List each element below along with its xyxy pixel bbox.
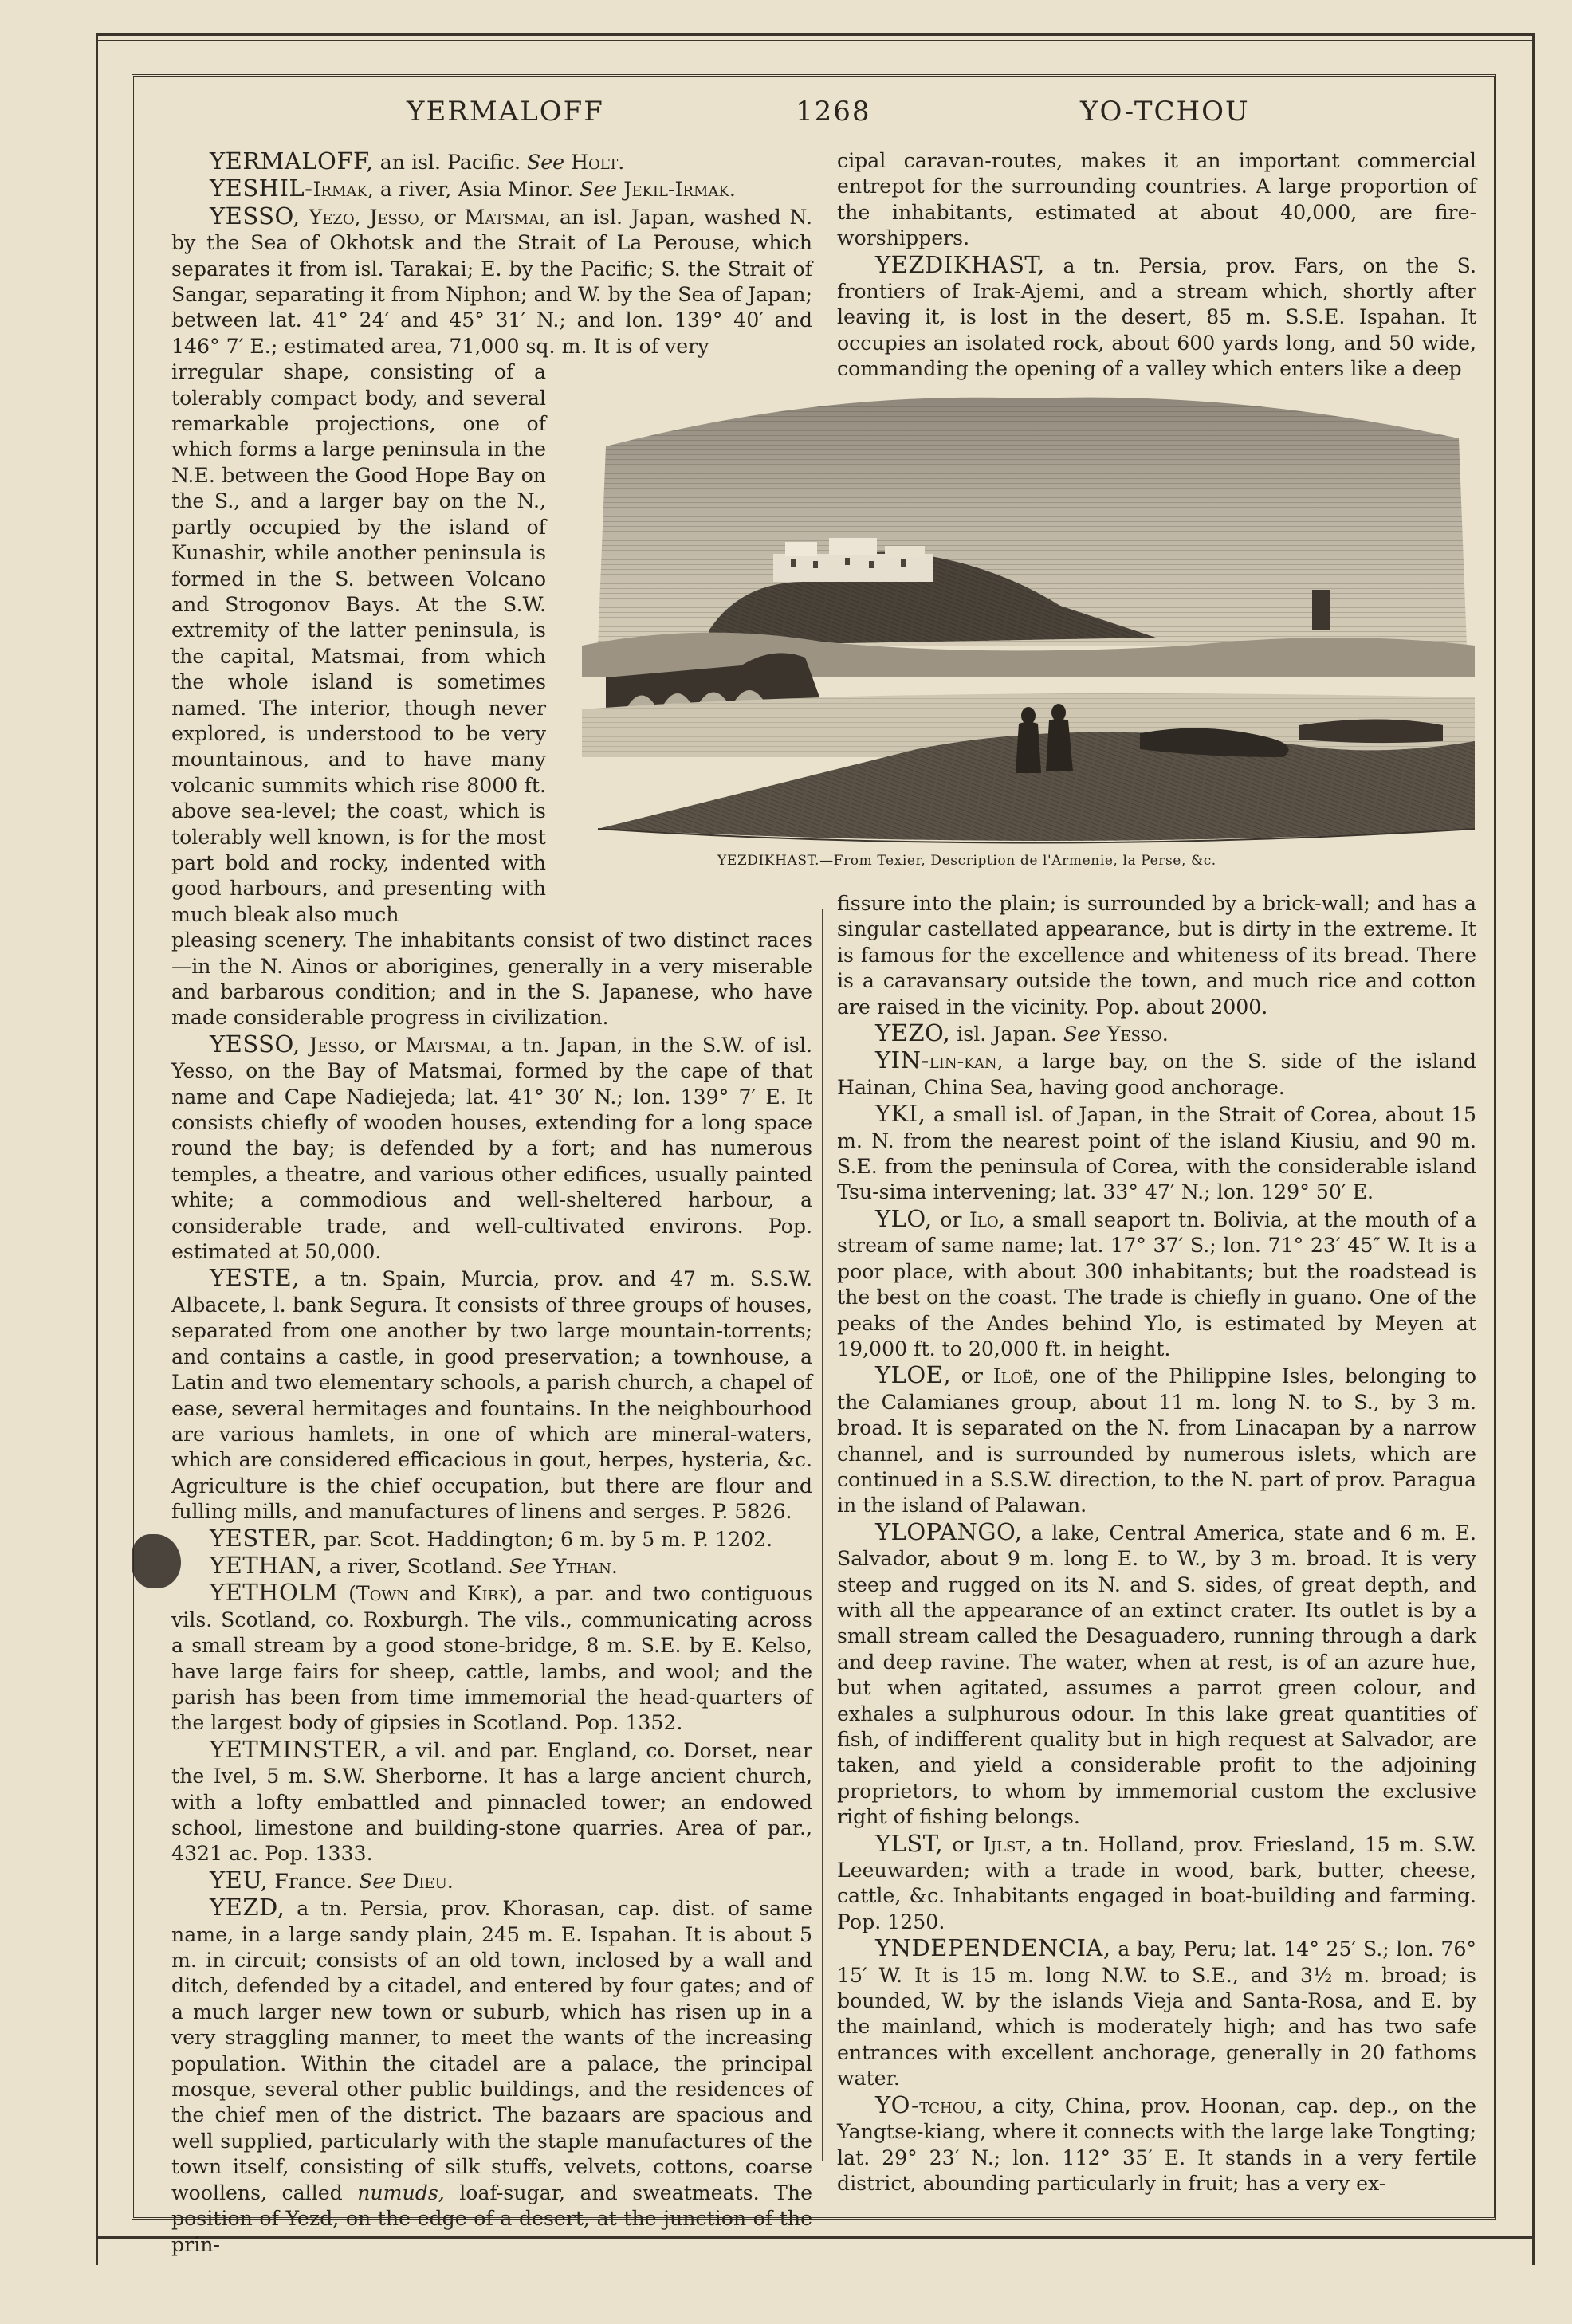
right-column-top xyxy=(837,148,1476,383)
top-rule xyxy=(96,33,1535,36)
entry-yo-tchou: YO-tchou, a city, China, prov. Hoonan, cap. dep., on the Yangtse-kiang, where it connects with the large lake Tongting; lat. 29° 23′ N.; lon. 112° 35′ E. It stands in a very fertile district, abounding particularly in fruit; has a very ex- xyxy=(837,2090,1476,2195)
entry-ylst: YLST, or Ijlst, a tn. Holland, prov. Friesland, 15 m. S.W. Leeuwarden; with a trade in wood, bark, butter, cheese, cattle, &c. Inhabitants engaged in boat-building and farming. Pop. 1250. xyxy=(837,1829,1477,1933)
entry-yezd-continued: cipal caravan-routes, makes it an important commercial entrepot for the surrounding countries. A large proportion of the inhabitants, estimated at about 40,000, are fire-worshippers. xyxy=(837,149,1476,250)
entry-yethan: YETHAN, a river, Scotland. See Ythan. xyxy=(210,1551,618,1579)
figure-caption: YEZDIKHAST.—From Texier, Description de l'Armenie, la Perse, &c. xyxy=(717,853,1216,869)
entry-yesso-island-narrow: irregular shape, consisting of a tolerably compact body, and several remarkable projections, one of which forms a large peninsula in the N.E. between the Good Hope Bay on the S., and a larger bay on the N., partly occupied by the island of Kunashir, while another peninsula is formed in the S. between Volcano and Strogonov Bays. At the S.W. extremity of the latter peninsula, is the capital, Matsmai, from which the whole island is sometimes named. The interior, though never explored, is understood to be very mountainous, and to have many volcanic summits which rise 8000 ft. above sea-level; the coast, which is tolerably well known, is for the most part bold and rocky, indented with good harbours, and presenting with much bleak also much xyxy=(171,360,546,926)
entry-yesso-island: YESSO, Yezo, Jesso, or Matsmai, an isl. Japan, washed N. by the Sea of Okhotsk and the Strait of La Perouse, which separates it from isl. Tarakai; E. by the Pacific; S. the Strait of Sangar, separating it from Niphon; and W. by the Sea of Japan; between lat. 41° 24′ and 45° 31′ N.; and lon. 139° 40′ and 146° 7′ E.; estimated area, 71,000 sq. m. It is of very xyxy=(171,202,812,358)
entry-yloe: YLOE, or Iloë, one of the Philippine Isles, belonging to the Calamianes group, about 11 m. long N. to S., by 3 m. broad. It is separated on the N. from Linacapan by a narrow channel, and is surrounded by numerous islets, which are continued in a S.S.W. direction, to the N. part of prov. Paragua in the island of Palawan. xyxy=(837,1361,1477,1517)
entry-yin-lin-kan: YIN-lin-kan, a large bay, on the S. side of the island Hainan, China Sea, having good anchorage. xyxy=(837,1046,1476,1099)
entry-yetminster: YETMINSTER, a vil. and par. England, co. Dorset, near the Ivel, 5 m. S.W. Sherborne. It has a large ancient church, with a lofty embattled and pinnacled tower; an endowed school, limestone and building-stone quarries. Area of par., 4321 ac. Pop. 1333. xyxy=(171,1735,812,1866)
entry-yesso-town: YESSO, Jesso, or Matsmai, a tn. Japan, in the S.W. of isl. Yesso, on the Bay of Matsmai, formed by the cape of that name and Cape Nadiejeda; lat. 41° 30′ N.; lon. 139° 7′ E. It consists chiefly of wooden houses, extending for a long space round the bay; is defended by a fort; and has numerous temples, a theatre, and various other edifices, usually painted white; a commodious and well-sheltered harbour, a considerable trade, and well-cultivated environs. Pop. estimated at 50,000. xyxy=(171,1030,813,1264)
entry-yndependencia: YNDEPENDENCIA, a bay, Peru; lat. 14° 25′ S.; lon. 76° 15′ W. It is 15 m. long N.W. to S.E., and 3½ m. broad; is bounded, W. by the islands Vieja and Santa-Rosa, and E. by the mainland, which is moderately high; and has two safe entrances with excellent anchorage, generally in 20 fathoms water. xyxy=(837,1934,1476,2090)
entry-yeu: YEU, France. See Dieu. xyxy=(210,1866,454,1894)
entry-yezd: YEZD, a tn. Persia, prov. Khorasan, cap. dist. of same name, in a large sandy plain, 245 m. E. Ispahan. It is about 5 m. in circuit; consists of an old town, inclosed by a wall and ditch, defended by a citadel, and entered by four gates; and of a much larger new town or suburb, which has risen up in a very straggling manner, to meet the wants of the increasing population. Within the citadel are a palace, the principal mosque, several other public buildings, and the residences of the chief men of the district. The bazaars are spacious and well supplied, particularly with the staple manufactures of the town itself, consisting of silk stuffs, velvets, cottons, coarse woollens, called numuds, loaf-sugar, and sweatmeats. The position of Yezd, on the edge of a desert, at the junction of the prin- xyxy=(171,1894,812,2256)
entry-yermaloff: YERMALOFF, an isl. Pacific. See Holt. xyxy=(210,147,625,175)
right-outer-rule xyxy=(1532,33,1535,2265)
page-number: 1268 xyxy=(796,96,871,128)
entry-ylo: YLO, or Ilo, a small seaport tn. Bolivia, at the mouth of a stream of same name; lat. 17° 37′ S.; lon. 71° 23′ 45″ W. It is a poor place, with about 300 inhabitants; but the roadstead is the best on the coast. The trade is chiefly in guano. One of the peaks of the Andes behind Ylo, is estimated by Meyen at 19,000 ft. to 20,000 ft. in height. xyxy=(837,1204,1476,1360)
column-divider xyxy=(822,909,823,2161)
entry-ylopango: YLOPANGO, a lake, Central America, state and 6 m. E. Salvador, about 9 m. long E. to W., by 3 m. broad. It is very steep and rugged on its N. and S. sides, of great depth, and with all the appearance of an extinct crater. Its outlet is by a small stream called the Desaguadero, running through a dark and deep ravine. The water, when at rest, is of an azure hue, but when agitated, assumes a parrot green colour, and exhales a sulphurous odour. In this lake great quantities of fish, of indifferent quality but in high request at Salvador, are taken, and yield a considerable profit to the adjoining proprietors, to whom by immemorial custom the exclusive right of fishing belongs. xyxy=(837,1517,1476,1829)
entry-yesso-island-end: pleasing scenery. The inhabitants consist of two distinct races—in the N. Ainos or aborigines, generally in a very miserable and barbarous condition; and in the S. Japanese, who have made considerable progress in civilization. xyxy=(171,928,812,1030)
right-column-bottom xyxy=(837,891,1476,2196)
entry-yezo: YEZO, isl. Japan. See Yesso. xyxy=(875,1019,1169,1047)
entry-yeshil-irmak: YESHIL-Irmak, a river, Asia Minor. See Jekil-Irmak. xyxy=(210,175,736,202)
running-head-left: YERMALOFF xyxy=(407,96,604,128)
entry-yki: YKI, a small isl. of Japan, in the Strait of Corea, about 15 m. N. from the nearest point of the island Kiusiu, and 90 m. S.E. from the peninsula of Corea, with the considerable island Tsu-sima intervening; lat. 33° 47′ N.; lon. 129° 50′ E. xyxy=(837,1100,1476,1204)
entry-yezdikhast-continued: fissure into the plain; is surrounded by a brick-wall; and has a singular castellated appearance, but is dirty in the extreme. It is famous for the excellence and whiteness of its bread. There is a caravansary outside the town, and much rice and cotton are raised in the vicinity. Pop. about 2000. xyxy=(837,892,1476,1019)
left-outer-rule xyxy=(96,33,98,2265)
entry-yeste: YESTE, a tn. Spain, Murcia, prov. and 47 m. S.S.W. Albacete, l. bank Segura. It consists of three groups of houses, separated from one another by two large mountain-torrents; and contains a castle, in good preservation; a townhouse, a Latin and two elementary schools, a parish church, a chapel of ease, several hermitages and fountains. In the neighbourhood are various hamlets, in one of which are mineral-waters, which are considered efficacious in gout, herpes, hysteria, &c. Agriculture is the chief occupation, but there are flour and fulling mills, and manufactures of linens and serges. P. 5826. xyxy=(171,1264,812,1524)
running-head-right: YO-TCHOU xyxy=(1080,96,1250,128)
left-column xyxy=(171,148,812,2258)
entry-yester: YESTER, par. Scot. Haddington; 6 m. by 5 m. P. 1202. xyxy=(210,1524,773,1552)
entry-yetholm: YETHOLM (Town and Kirk), a par. and two contiguous vils. Scotland, co. Roxburgh. The vils., communicating across a small stream by a good stone-bridge, 8 m. S.E. by E. Kelso, have large fairs for sheep, cattle, lambs, and wool; and the parish has been from time immemorial the head-quarters of the largest body of gipsies in Scotland. Pop. 1352. xyxy=(171,1579,812,1735)
entry-yezdikhast: YEZDIKHAST, a tn. Persia, prov. Fars, on the S. frontiers of Irak-Ajemi, and a stream which, shortly after leaving it, is lost in the desert, 85 m. S.S.E. Ispahan. It occupies an isolated rock, about 600 yards long, and 50 wide, commanding the opening of a valley which enters like a deep xyxy=(837,250,1476,381)
top-rule-thin xyxy=(96,40,1535,41)
